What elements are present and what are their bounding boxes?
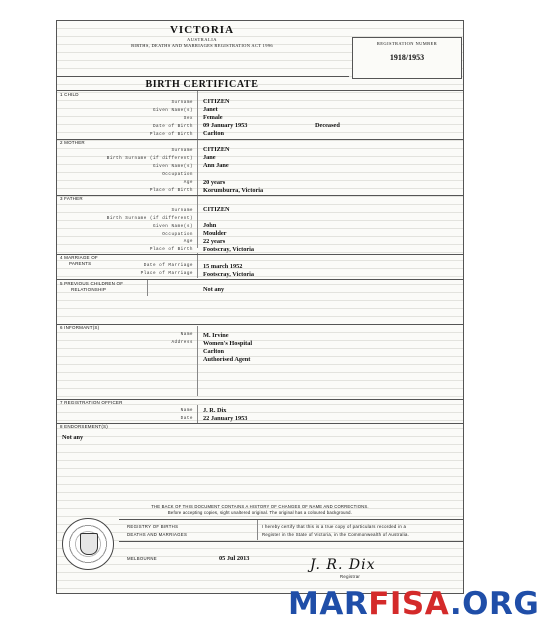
registration-number: 1918/1953 <box>389 53 425 62</box>
officer-name: J. R. Dix <box>203 407 227 414</box>
watermark-part-1: MAR <box>288 586 369 622</box>
state-title: VICTORIA <box>169 24 235 36</box>
registrar-signature: J. R. Dix <box>310 557 376 573</box>
section-informant: 6 INFORMANT(S) <box>60 325 100 330</box>
child-sex-label: Sex <box>183 116 193 121</box>
watermark-part-3: .ORG <box>449 586 539 622</box>
mother-given: Ann Jane <box>203 162 229 169</box>
informant-name-label: Name <box>180 332 193 337</box>
crest-icon <box>80 533 98 555</box>
marriage-date: 15 march 1952 <box>203 263 243 270</box>
child-surname-label: Surname <box>171 100 193 105</box>
certificate-title: BIRTH CERTIFICATE <box>145 79 259 90</box>
child-deceased: Deceased <box>315 122 340 129</box>
registration-number-label: REGISTRATION NUMBER <box>376 41 438 46</box>
father-occupation: Moulder <box>203 230 227 237</box>
father-given: John <box>203 222 217 229</box>
birth-certificate <box>56 20 464 594</box>
divider <box>57 139 463 140</box>
back-notice: THE BACK OF THIS DOCUMENT CONTAINS A HISTORY OF CHANGES OF NAME AND CORRECTIONS. <box>151 504 369 509</box>
child-pob: Carlton <box>203 130 224 137</box>
divider <box>57 324 463 325</box>
mother-pob: Korumburra, Victoria <box>203 187 264 194</box>
registry-name-2: DEATHS AND MARRIAGES <box>127 532 188 537</box>
child-dob-label: Date of Birth <box>152 124 193 129</box>
officer-name-label: Name <box>180 408 193 413</box>
marriage-place: Footscray, Victoria <box>203 271 255 278</box>
divider <box>119 541 463 542</box>
watermark-part-2: FISA <box>368 586 450 622</box>
country-label: AUSTRALIA <box>187 37 217 42</box>
mother-birth-surname-label: Birth Surname (if different) <box>106 156 193 161</box>
divider <box>57 76 349 77</box>
father-pob: Footscray, Victoria <box>203 246 255 253</box>
section-marriage-sub: PARENTS <box>69 261 92 266</box>
label-column-divider <box>197 253 198 278</box>
divider <box>57 90 463 91</box>
divider <box>257 520 258 540</box>
marfisa-watermark <box>288 586 539 622</box>
mother-birth-surname: Jane <box>203 154 216 161</box>
section-registration-officer: 7 REGISTRATION OFFICER <box>60 400 123 405</box>
informant-address-label: Address <box>171 340 193 345</box>
act-label: BIRTHS, DEATHS AND MARRIAGES REGISTRATION ACT 1996 <box>131 43 273 48</box>
certify-text-2: Register in the State of Victoria, in the Commonwealth of Australia. <box>262 532 410 537</box>
section-previous-children-sub: RELATIONSHIP <box>71 287 107 292</box>
child-dob: 09 January 1953 <box>203 122 248 129</box>
section-marriage: 4 MARRIAGE OF <box>60 255 98 260</box>
father-age: 22 years <box>203 238 226 245</box>
mother-pob-label: Place of Birth <box>149 188 193 193</box>
officer-date: 22 January 1953 <box>203 415 248 422</box>
father-given-label: Given Name(s) <box>152 224 193 229</box>
section-previous-children: 5 PREVIOUS CHILDREN OF <box>60 281 124 286</box>
child-pob-label: Place of Birth <box>149 132 193 137</box>
label-column-divider <box>197 326 198 396</box>
registry-name: REGISTRY OF BIRTHS <box>127 524 179 529</box>
child-given-label: Given Name(s) <box>152 108 193 113</box>
mother-surname: CITIZEN <box>203 146 230 153</box>
divider <box>119 519 463 520</box>
divider <box>57 254 463 255</box>
back-notice-sub: Before accepting copies, sight unaltered original. The original has a coloured background. <box>167 510 353 515</box>
father-surname-label: Surname <box>171 208 193 213</box>
informant-address-1: Women's Hospital <box>203 340 253 347</box>
father-age-label: Age <box>183 239 193 244</box>
father-surname: CITIZEN <box>203 206 230 213</box>
endorsements-value: Not any <box>62 434 84 441</box>
marriage-place-label: Place of Marriage <box>140 271 193 276</box>
mother-given-label: Given Name(s) <box>152 164 193 169</box>
child-given: Janet <box>203 106 218 113</box>
mother-occupation-label: Occupation <box>162 172 193 177</box>
previous-children-value: Not any <box>203 286 225 293</box>
divider <box>147 280 148 296</box>
mother-age-label: Age <box>183 180 193 185</box>
registration-number-box <box>352 37 462 79</box>
mother-age: 20 years <box>203 179 226 186</box>
father-pob-label: Place of Birth <box>149 247 193 252</box>
label-column-divider <box>197 405 198 424</box>
father-birth-surname-label: Birth Surname (if different) <box>106 216 193 221</box>
section-child: 1 CHILD <box>60 92 79 97</box>
seal-icon <box>62 518 114 570</box>
section-endorsements: 8 ENDORSEMENT(S) <box>60 424 108 429</box>
mother-surname-label: Surname <box>171 148 193 153</box>
section-father: 3 FATHER <box>60 196 83 201</box>
section-mother: 2 MOTHER <box>60 140 85 145</box>
issue-place: MELBOURNE <box>127 556 157 561</box>
divider <box>57 195 463 196</box>
officer-date-label: Date <box>180 416 193 421</box>
father-occupation-label: Occupation <box>162 232 193 237</box>
certify-text: I hereby certify that this is a true copy of particulars recorded in a <box>262 524 407 529</box>
divider <box>57 279 463 280</box>
informant-address-3: Authorised Agent <box>203 356 251 363</box>
child-sex: Female <box>203 114 223 121</box>
registrar-label: Registrar <box>340 574 361 579</box>
divider <box>57 423 463 424</box>
informant-address-2: Carlton <box>203 348 224 355</box>
informant-name: M. Irvine <box>203 332 229 339</box>
marriage-date-label: Date of Marriage <box>143 263 193 268</box>
issue-date: 05 Jul 2013 <box>219 555 250 562</box>
child-surname: CITIZEN <box>203 98 230 105</box>
label-column-divider <box>197 91 198 248</box>
